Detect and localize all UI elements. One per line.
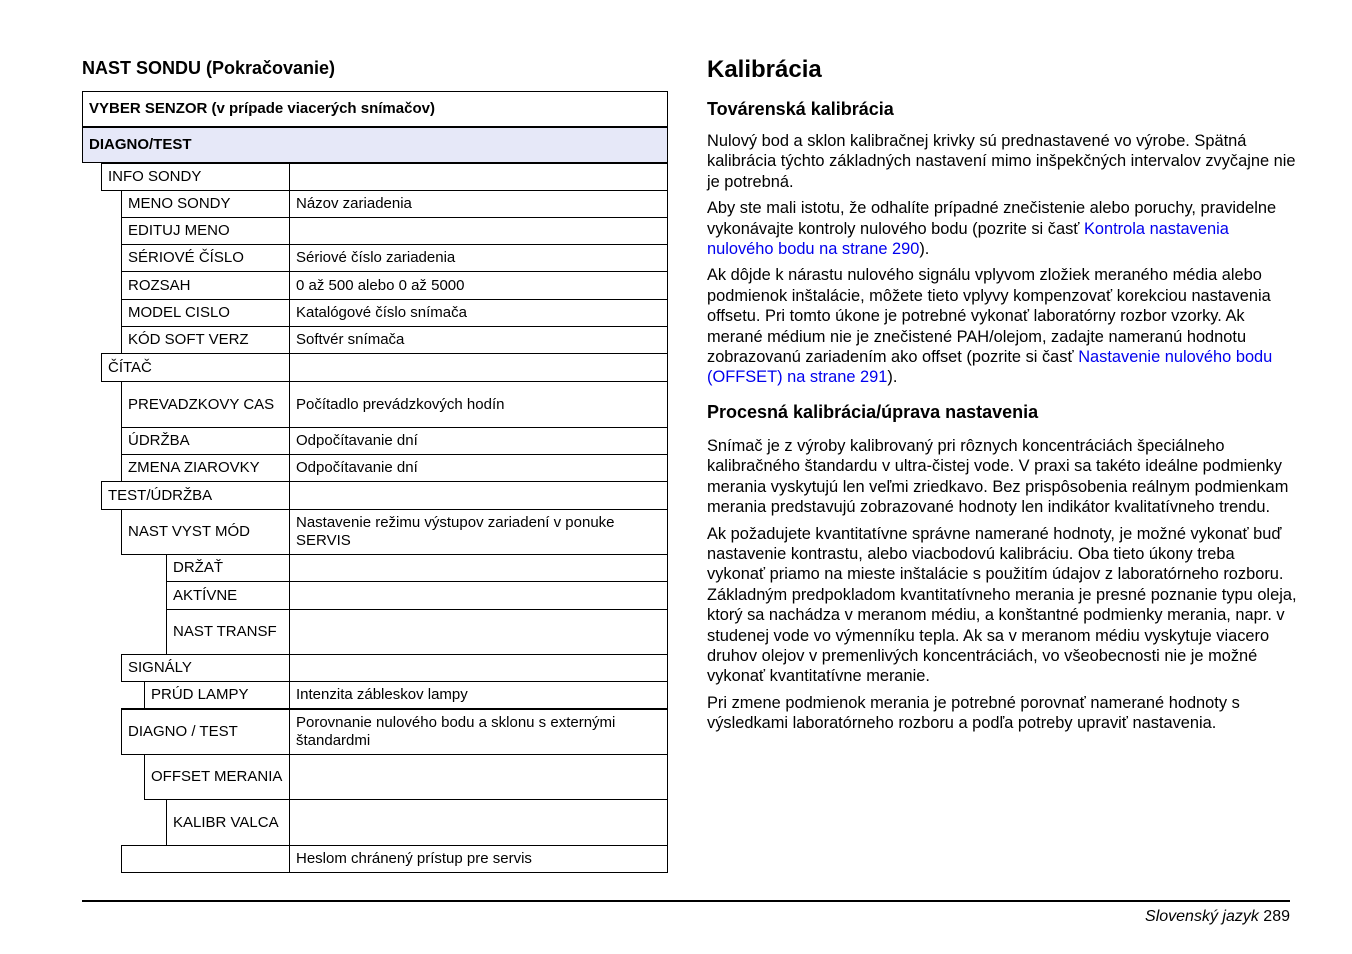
menu-desc-test-udrzba — [289, 481, 668, 510]
menu-desc-seriove-cislo: Sériové číslo zariadenia — [289, 244, 668, 272]
menu-item-model-cislo: MODEL CISLO — [121, 299, 290, 327]
menu-desc-service-access: Heslom chránený prístup pre servis — [289, 845, 668, 873]
menu-desc-nast-transf — [289, 609, 668, 655]
menu-item-nast-vyst-mod: NAST VYST MÓD — [121, 509, 290, 555]
menu-item-nast-transf: NAST TRANSF — [166, 609, 290, 655]
menu-item-meno-sondy: MENO SONDY — [121, 190, 290, 218]
menu-item-citac: ČÍTAČ — [101, 353, 290, 382]
menu-item-service-access — [121, 845, 290, 873]
paragraph-factory-3-text: Ak dôjde k nárastu nulového signálu vplyvom zložiek meraného média alebo podmienok inštalácie, môžete tieto vplyvy kompenzovať korekciou nastavenia offsetu. Pri tomto úkone je potrebné vykonať laboratórny rozbor vzorky. Ak merané médium nie je znečistené PAH/olejom, zadajte nameranú hodnotu zobrazovanú zariadením ako offset (pozrite si časť — [707, 266, 1271, 367]
menu-item-seriove-cislo: SÉRIOVÉ ČÍSLO — [121, 244, 290, 272]
paragraph-factory-3-end: ). — [887, 368, 898, 387]
right-column — [707, 56, 1297, 734]
menu-item-edituj-meno: EDITUJ MENO — [121, 217, 290, 245]
footer-language: Slovenský jazyk — [1145, 908, 1259, 925]
menu-desc-zmena-ziarovky: Odpočítavanie dní — [289, 454, 668, 482]
menu-desc-prevadzkovy-cas: Počítadlo prevádzkových hodín — [289, 381, 668, 428]
menu-item-rozsah: ROZSAH — [121, 271, 290, 300]
paragraph-factory-2 — [707, 198, 1297, 259]
menu-desc-kod-soft-verz: Softvér snímača — [289, 326, 668, 354]
footer-page-number: 289 — [1263, 908, 1290, 925]
menu-item-info-sondy: INFO SONDY — [101, 163, 290, 191]
left-section-heading: NAST SONDU (Pokračovanie) — [82, 58, 336, 78]
section-heading-factory-calibration: Továrenská kalibrácia — [707, 99, 894, 119]
page-title: Kalibrácia — [707, 56, 822, 83]
page-footer — [1145, 908, 1290, 926]
paragraph-factory-2-end: ). — [919, 240, 930, 259]
menu-desc-kalibr-valca — [289, 799, 668, 846]
menu-item-signaly: SIGNÁLY — [121, 654, 290, 682]
paragraph-process-3: Pri zmene podmienok merania je potrebné porovnať namerané hodnoty s výsledkami laboratórneho rozboru a podľa potreby upraviť nastavenia. — [707, 693, 1240, 733]
menu-item-offset-merania: OFFSET MERANIA — [144, 754, 290, 800]
menu-item-kalibr-valca: KALIBR VALCA — [166, 799, 290, 846]
menu-desc-diagno-test: Porovnanie nulového bodu a sklonu s externými štandardmi — [289, 708, 668, 755]
menu-desc-edituj-meno — [289, 217, 668, 245]
menu-item-zmena-ziarovky: ZMENA ZIAROVKY — [121, 454, 290, 482]
link-zero-point-check[interactable]: Kontrola nastavenia nulového bodu na strane 290 — [707, 219, 1229, 259]
menu-desc-citac — [289, 353, 668, 382]
menu-item-udrzba: ÚDRŽBA — [121, 427, 290, 455]
menu-item-drzat: DRŽAŤ — [166, 554, 290, 582]
footer-divider — [82, 900, 1290, 902]
menu-item-test-udrzba: TEST/ÚDRŽBA — [101, 481, 290, 510]
menu-desc-rozsah: 0 až 500 alebo 0 až 5000 — [289, 271, 668, 300]
menu-desc-offset-merania — [289, 754, 668, 800]
paragraph-process-2: Ak požadujete kvantitatívne správne namerané hodnoty, je možné vykonať buď nastavenie kontrastu, alebo viacbodovú kalibráciu. Oba tieto úkony treba vykonať priamo na mieste inštalácie s použitím údajov z laboratórneho rozboru. Základným predpokladom kvantitatívneho merania je presné poznanie typu oleja, ktorý sa nachádza v meranom médiu, a konštantné podmienky merania, napr. v studenej vode vo výmenníku tepla. Ak sa v meranom médiu vyskytuje viacero druhov olejov v premenlivých koncentráciách, vo všeobecnosti nie je možné vykonať kvantitatívne meranie. — [707, 524, 1297, 686]
menu-desc-aktivne — [289, 581, 668, 610]
link-offset-setting[interactable]: Nastavenie nulového bodu (OFFSET) na strane 291 — [707, 348, 1273, 387]
menu-item-prud-lampy: PRÚD LAMPY — [144, 681, 290, 709]
paragraph-process-1: Snímač je z výroby kalibrovaný pri rôznych koncentráciách špeciálneho kalibračného štandardu v ultra-čistej vode. V praxi sa takéto ideálne podmienky merania vyskytujú len veľmi zriedkavo. Bez prispôsobenia reálnym podmienkam merania predstavujú zobrazované hodnoty len indikátor kvalitatívneho trendu. — [707, 436, 1289, 517]
paragraph-factory-3 — [707, 265, 1297, 387]
menu-desc-drzat — [289, 554, 668, 582]
menu-item-diagno-test: DIAGNO / TEST — [121, 708, 290, 755]
menu-item-kod-soft-verz: KÓD SOFT VERZ — [121, 326, 290, 354]
section-heading-process-calibration: Procesná kalibrácia/úprava nastavenia — [707, 401, 1039, 422]
menu-desc-meno-sondy: Názov zariadenia — [289, 190, 668, 218]
menu-desc-signaly — [289, 654, 668, 682]
menu-desc-prud-lampy: Intenzita zábleskov lampy — [289, 681, 668, 709]
paragraph-factory-2-text: Aby ste mali istotu, že odhalíte prípadné znečistenie alebo poruchy, pravidelne vykonávajte kontroly nulového bodu (pozrite si časť — [707, 199, 1277, 238]
menu-desc-info-sondy — [289, 163, 668, 191]
menu-item-prevadzkovy-cas: PREVADZKOVY CAS — [121, 381, 290, 428]
menu-item-aktivne: AKTÍVNE — [166, 581, 290, 610]
menu-desc-model-cislo: Katalógové číslo snímača — [289, 299, 668, 327]
table-header-diag-test: DIAGNO/TEST — [82, 127, 668, 163]
menu-desc-nast-vyst-mod: Nastavenie režimu výstupov zariadení v ponuke SERVIS — [289, 509, 668, 555]
paragraph-factory-1: Nulový bod a sklon kalibračnej krivky sú prednastavené vo výrobe. Spätná kalibrácia týchto základných nastavení mimo inšpekčných intervalov zvyčajne nie je potrebná. — [707, 132, 1296, 191]
menu-desc-udrzba: Odpočítavanie dní — [289, 427, 668, 455]
table-header-select-sensor: VYBER SENZOR (v prípade viacerých snímačov) — [82, 91, 668, 127]
